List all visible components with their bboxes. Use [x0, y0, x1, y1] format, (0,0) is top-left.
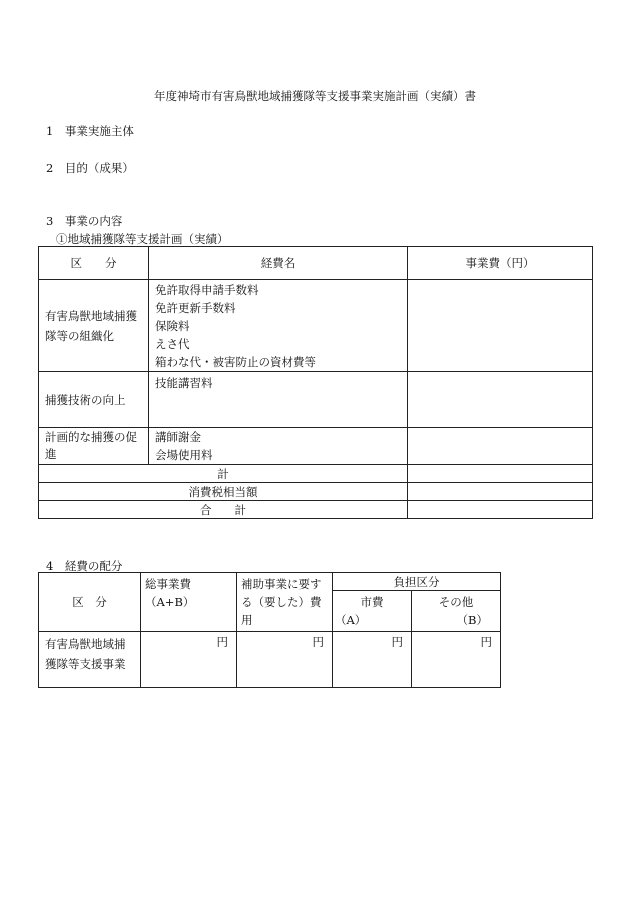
- alloc-total-header: 総事業費（A+B）: [141, 573, 237, 632]
- expense-allocation-table: [38, 572, 501, 688]
- page-title: 年度神埼市有害鳥獣地域捕獲隊等支援事業実施計画（実績）書: [154, 89, 476, 103]
- total-value: [408, 501, 593, 519]
- other-yen: 円: [412, 632, 501, 688]
- expense-item: えさ代: [155, 336, 190, 351]
- alloc-category-header: 区 分: [39, 573, 141, 632]
- subsidy-yen: 円: [237, 632, 333, 688]
- city-label: 市費: [360, 595, 384, 609]
- category-planned-capture: 計画的な捕獲の促進: [39, 428, 149, 465]
- category-header: 区 分: [39, 247, 149, 280]
- section-2-heading: 2 目的（成果）: [46, 161, 134, 175]
- burden-header: 負担区分: [333, 573, 501, 591]
- city-yen: 円: [333, 632, 412, 688]
- expense-item: 技能講習料: [155, 376, 213, 390]
- expense-items-organization: [149, 280, 408, 372]
- tax-value: [408, 483, 593, 501]
- other-sub-label: （B）: [456, 613, 488, 627]
- cost-cell: [408, 280, 593, 372]
- section-4-heading: 4 経費の配分: [46, 559, 123, 573]
- expense-item: 講師謝金: [155, 430, 201, 444]
- cost-cell: [408, 428, 593, 465]
- section-1-heading: 1 事業実施主体: [46, 124, 134, 138]
- expense-items-planned: [149, 428, 408, 465]
- subtotal-label: 計: [39, 465, 408, 483]
- expense-item: 免許取得申請手数料: [155, 282, 259, 297]
- city-sub-label: （A）: [335, 613, 367, 627]
- other-header: [412, 591, 501, 632]
- other-label: その他: [438, 595, 474, 609]
- cost-header: 事業費（円）: [408, 247, 593, 280]
- section-3-heading: 3 事業の内容: [46, 214, 123, 228]
- total-yen: 円: [141, 632, 237, 688]
- expense-item: 箱わな代・被害防止の資材費等: [155, 354, 316, 369]
- section-3-subheading: ①地域捕獲隊等支援計画（実績）: [56, 232, 229, 246]
- alloc-subsidy-header: 補助事業に要する（要した）費用: [237, 573, 333, 632]
- expense-item: 免許更新手数料: [155, 300, 236, 315]
- alloc-category-cell: 有害鳥獣地域捕獲隊等支援事業: [39, 632, 141, 688]
- support-plan-table: [38, 246, 593, 519]
- expense-item: 保険料: [155, 318, 190, 333]
- category-skill: 捕獲技術の向上: [39, 372, 149, 428]
- expense-name-header: 経費名: [149, 247, 408, 280]
- cost-cell: [408, 372, 593, 428]
- tax-label: 消費税相当額: [39, 483, 408, 501]
- expense-items-skill: [149, 372, 408, 428]
- city-header: [333, 591, 412, 632]
- total-label: 合 計: [39, 501, 408, 519]
- subtotal-value: [408, 465, 593, 483]
- category-organization: 有害鳥獣地域捕獲隊等の組織化: [39, 280, 149, 372]
- expense-item: 会場使用料: [155, 448, 213, 462]
